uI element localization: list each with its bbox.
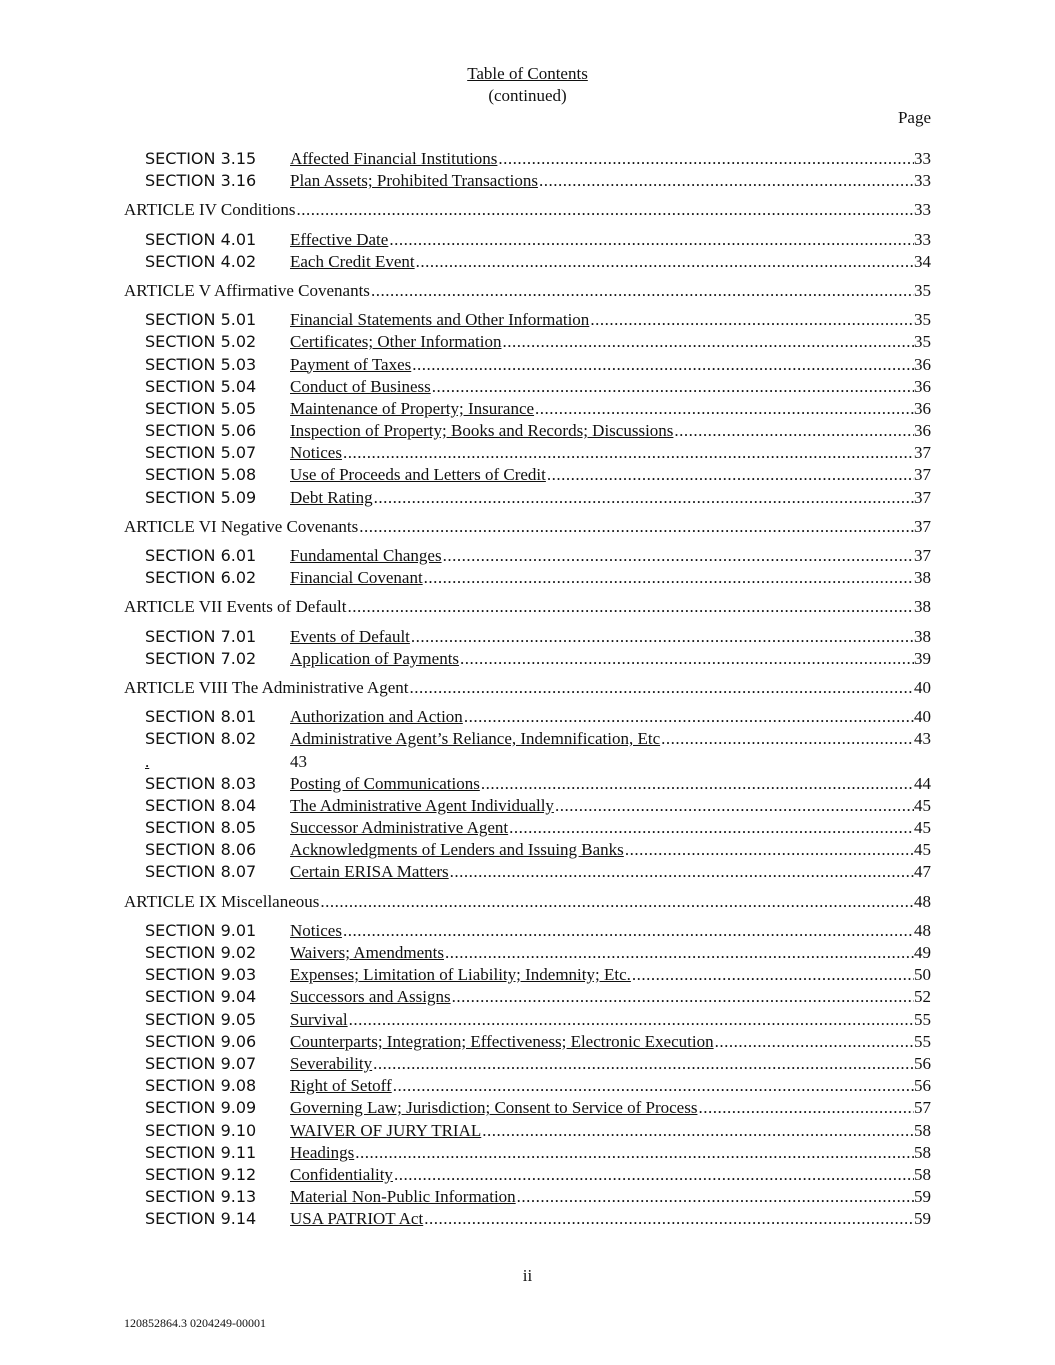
entry-leader-line (290, 309, 931, 331)
page-number-ref: 38 (914, 568, 931, 588)
section-title-link[interactable]: Maintenance of Property; Insurance (290, 398, 535, 418)
dot-leader (546, 464, 914, 486)
dot-leader (501, 331, 914, 353)
dot-leader (423, 1208, 914, 1230)
toc-section-entry (0, 920, 1055, 942)
section-title-link[interactable]: Expenses; Limitation of Liability; Indemnity; Etc. (290, 965, 631, 985)
section-number: SECTION 9.06 (145, 1031, 257, 1051)
toc-section-entry (0, 229, 1055, 251)
entry-leader-line (290, 1009, 931, 1031)
section-number: SECTION 3.16 (145, 171, 257, 191)
section-number: SECTION 9.10 (145, 1120, 257, 1140)
entry-leader-line (290, 545, 931, 567)
section-number: SECTION 9.13 (145, 1187, 257, 1207)
section-number: SECTION 5.04 (145, 376, 257, 396)
entry-leader-line (124, 199, 931, 221)
dot-leader (370, 280, 914, 302)
section-number: SECTION 5.01 (145, 310, 257, 330)
dot-leader (449, 861, 914, 883)
entry-leader-line (290, 331, 931, 353)
section-title-link[interactable]: Effective Date (290, 229, 389, 249)
toc-section-entry (0, 331, 1055, 353)
section-number: SECTION 9.14 (145, 1209, 257, 1229)
entry-leader-line (124, 677, 931, 699)
section-number: SECTION 9.02 (145, 943, 257, 962)
section-title-link[interactable]: WAIVER OF JURY TRIAL (290, 1120, 482, 1140)
page-number-ref: 35 (914, 332, 931, 352)
section-title-link[interactable]: Successors and Assigns (290, 987, 451, 1007)
entry-leader-line (290, 464, 931, 486)
page-number-ref: 39 (914, 648, 931, 668)
entry-leader-line (290, 706, 931, 728)
entry-leader-line (290, 1075, 931, 1097)
entry-leader-line (290, 795, 931, 817)
entry-leader-line (290, 398, 931, 420)
toc-section-entry (0, 1186, 1055, 1208)
section-title-link[interactable]: Survival (290, 1009, 348, 1029)
section-number: SECTION 8.02 (145, 729, 257, 749)
page-column-label: Page (897, 108, 931, 127)
article-title-link[interactable]: ARTICLE IX Miscellaneous (124, 891, 320, 911)
page-number-ref: 57 (914, 1098, 931, 1118)
toc-section-entry (0, 626, 1055, 648)
section-number: SECTION 6.01 (145, 546, 257, 565)
toc-section-entry (0, 170, 1055, 192)
section-title-link[interactable]: Certificates; Other Information (290, 332, 502, 352)
section-number: SECTION 9.01 (145, 920, 257, 940)
entry-leader-line (290, 1120, 931, 1142)
toc-section-entry (0, 1075, 1055, 1097)
entry-leader-line (290, 817, 931, 839)
toc-article-entry (0, 677, 1055, 699)
entry-leader-line (290, 170, 931, 192)
dot-leader (393, 1164, 914, 1186)
page-number-ref: 45 (914, 795, 931, 815)
dot-leader (554, 795, 914, 817)
page-number-ref: 40 (914, 707, 931, 727)
dot-leader (348, 1009, 914, 1031)
page-number: ii (522, 1266, 533, 1285)
page-number-ref: 40 (914, 677, 931, 697)
dot-leader (459, 648, 914, 670)
dot-leader (372, 1053, 914, 1075)
toc-section-entry (0, 1142, 1055, 1164)
page-number-ref: 37 (914, 465, 931, 485)
dot-leader (631, 964, 914, 986)
section-number: SECTION 4.01 (145, 229, 257, 249)
entry-leader-line (290, 1164, 931, 1186)
page-number-ref: 33 (914, 229, 931, 249)
section-number: SECTION 9.07 (145, 1053, 257, 1073)
section-number: SECTION 6.02 (145, 568, 257, 588)
page-number-ref: 33 (914, 171, 931, 191)
article-title-link[interactable]: ARTICLE VIII The Administrative Agent (124, 677, 409, 697)
section-title-link[interactable]: Right of Setoff (290, 1076, 392, 1096)
section-title-link[interactable]: Affected Financial Institutions (290, 149, 498, 168)
section-number: SECTION 8.05 (145, 818, 257, 838)
page-number-ref: 44 (914, 773, 931, 793)
entry-leader-line (290, 728, 931, 750)
section-title-link[interactable]: Each Credit Event (290, 251, 415, 271)
toc-section-entry (0, 728, 1055, 750)
toc-continuation-line (0, 751, 1055, 773)
section-title-link[interactable]: Use of Proceeds and Letters of Credit (290, 465, 546, 485)
toc-section-entry (0, 309, 1055, 331)
dot-leader (697, 1097, 914, 1119)
section-title-link[interactable]: Successor Administrative Agent (290, 818, 509, 838)
entry-leader-line (290, 1208, 931, 1230)
dot-leader (534, 398, 914, 420)
entry-leader-line (290, 376, 931, 398)
page-number-ref: 50 (914, 965, 931, 985)
section-title-link[interactable]: Waivers; Amendments (290, 943, 444, 962)
page-number-ref: 37 (914, 487, 931, 507)
toc-subheading: (continued) (488, 86, 567, 105)
dot-leader (463, 706, 914, 728)
section-number: SECTION 9.11 (145, 1142, 257, 1162)
toc-section-entry (0, 839, 1055, 861)
page-number-ref: 56 (914, 1076, 931, 1096)
entry-leader-line (290, 229, 931, 251)
section-number: SECTION 5.08 (145, 465, 257, 485)
article-title-link[interactable]: ARTICLE VII Events of Default (124, 597, 347, 617)
section-title-link[interactable]: Financial Statements and Other Information (290, 310, 590, 330)
toc-section-entry (0, 545, 1055, 567)
continuation-mark: . (145, 751, 150, 771)
toc-section-entry (0, 354, 1055, 376)
section-title-link[interactable]: Certain ERISA Matters (290, 862, 449, 882)
dot-leader (624, 839, 914, 861)
page-number-ref: 52 (914, 987, 931, 1007)
page-number-ref: 45 (914, 840, 931, 860)
section-number: SECTION 9.08 (145, 1076, 257, 1096)
table-of-contents (0, 148, 1055, 1230)
dot-leader (392, 1075, 914, 1097)
section-title-link[interactable]: Administrative Agent’s Reliance, Indemnification, Etc (290, 729, 661, 749)
page-number-ref: 38 (914, 597, 931, 617)
dot-leader (342, 442, 914, 464)
toc-section-entry (0, 986, 1055, 1008)
toc-article-entry (0, 280, 1055, 302)
section-title-link[interactable]: Confidentiality (290, 1164, 393, 1184)
toc-section-entry (0, 773, 1055, 795)
dot-leader (354, 1142, 914, 1164)
section-title-link[interactable]: USA PATRIOT Act (290, 1209, 424, 1229)
page-number-ref: 58 (914, 1164, 931, 1184)
entry-leader-line (290, 420, 931, 442)
dot-leader (388, 229, 914, 251)
article-title-link[interactable]: ARTICLE IV Conditions (124, 200, 296, 220)
entry-leader-line (290, 942, 931, 964)
toc-article-entry (0, 199, 1055, 221)
dot-leader (373, 487, 914, 509)
page-number-ref: 33 (914, 200, 931, 220)
entry-leader-line (290, 1186, 931, 1208)
toc-section-entry (0, 706, 1055, 728)
toc-section-entry (0, 861, 1055, 883)
entry-leader-line (290, 648, 931, 670)
page-number-ref: 43 (914, 729, 931, 749)
section-number: SECTION 9.05 (145, 1009, 257, 1029)
toc-section-entry (0, 251, 1055, 273)
dot-leader (589, 309, 914, 331)
document-id: 120852864.3 0204249-00001 (124, 1316, 266, 1330)
section-title-link[interactable]: Severability (290, 1053, 373, 1073)
section-title-link[interactable]: The Administrative Agent Individually (290, 795, 554, 815)
entry-leader-line (124, 891, 931, 913)
toc-section-entry (0, 487, 1055, 509)
page-number-ref: 56 (914, 1053, 931, 1073)
entry-leader-line (290, 626, 931, 648)
entry-leader-line (290, 1097, 931, 1119)
dot-leader (346, 596, 914, 618)
toc-section-entry (0, 464, 1055, 486)
section-number: SECTION 4.02 (145, 251, 257, 271)
toc-section-entry (0, 795, 1055, 817)
page-number-ref: 48 (914, 920, 931, 940)
entry-leader-line (290, 773, 931, 795)
page-number-ref: 49 (914, 943, 931, 962)
page-number-ref: 59 (914, 1209, 931, 1229)
page-number-ref: 45 (914, 818, 931, 838)
toc-section-entry (0, 420, 1055, 442)
dot-leader (296, 199, 914, 221)
dot-leader (408, 677, 914, 699)
section-title-link[interactable]: Acknowledgments of Lenders and Issuing Banks (290, 840, 624, 860)
section-title-link[interactable]: Debt Rating (290, 487, 373, 507)
toc-section-entry (0, 1097, 1055, 1119)
toc-section-entry (0, 1120, 1055, 1142)
page-number-ref: 36 (914, 421, 931, 441)
dot-leader (660, 728, 914, 750)
dot-leader (410, 626, 914, 648)
dot-leader (673, 420, 914, 442)
entry-leader-line (290, 442, 931, 464)
section-number: SECTION 3.15 (145, 149, 257, 168)
dot-leader (411, 354, 914, 376)
section-title-link[interactable]: Notices (290, 920, 342, 940)
section-number: SECTION 7.02 (145, 648, 257, 668)
entry-leader-line (290, 251, 931, 273)
page-number-ref: 48 (914, 891, 931, 911)
entry-leader-line (290, 148, 931, 170)
section-number: SECTION 8.03 (145, 773, 257, 793)
article-title-link[interactable]: ARTICLE VI Negative Covenants (124, 516, 359, 536)
section-title-link[interactable]: Payment of Taxes (290, 354, 412, 374)
section-title-link[interactable]: Headings (290, 1142, 355, 1162)
section-number: SECTION 5.05 (145, 398, 257, 418)
dot-leader (444, 942, 914, 964)
page-number-ref: 34 (914, 251, 931, 271)
page-number-ref: 35 (914, 280, 931, 300)
section-number: SECTION 9.03 (145, 965, 257, 985)
dot-leader (480, 773, 914, 795)
toc-section-entry (0, 942, 1055, 964)
dot-leader (481, 1120, 914, 1142)
section-number: SECTION 5.06 (145, 421, 257, 441)
page-number-ref: 36 (914, 354, 931, 374)
dot-leader (451, 986, 914, 1008)
section-number: SECTION 5.02 (145, 332, 257, 352)
continuation-page: 43 (290, 751, 307, 771)
section-title-link[interactable]: Application of Payments (290, 648, 460, 668)
page-number-ref: 37 (914, 516, 931, 536)
toc-section-entry (0, 1009, 1055, 1031)
dot-leader (342, 920, 914, 942)
toc-section-entry (0, 442, 1055, 464)
section-number: SECTION 7.01 (145, 626, 257, 646)
section-number: SECTION 5.07 (145, 443, 257, 463)
toc-section-entry (0, 1208, 1055, 1230)
section-number: SECTION 8.04 (145, 795, 257, 815)
page-number-ref: 33 (914, 149, 931, 168)
entry-leader-line (124, 596, 931, 618)
toc-section-entry (0, 567, 1055, 589)
page-number-ref: 47 (914, 862, 931, 882)
section-number: SECTION 8.01 (145, 707, 257, 727)
toc-section-entry (0, 398, 1055, 420)
dot-leader (516, 1186, 914, 1208)
toc-section-entry (0, 376, 1055, 398)
page-number-ref: 59 (914, 1187, 931, 1207)
entry-leader-line (124, 280, 931, 302)
entry-leader-line (290, 964, 931, 986)
toc-section-entry (0, 1031, 1055, 1053)
section-number: SECTION 5.03 (145, 354, 257, 374)
entry-leader-line (290, 861, 931, 883)
dot-leader (423, 567, 914, 589)
toc-section-entry (0, 1164, 1055, 1186)
section-number: SECTION 5.09 (145, 487, 257, 507)
entry-leader-line (290, 567, 931, 589)
dot-leader (431, 376, 914, 398)
section-title-link[interactable]: Inspection of Property; Books and Records; Discussions (290, 421, 674, 441)
dot-leader (358, 516, 914, 538)
dot-leader (415, 251, 914, 273)
page-number-ref: 36 (914, 376, 931, 396)
page-number-ref: 38 (914, 626, 931, 646)
dot-leader (497, 148, 914, 170)
page-number-ref: 55 (914, 1031, 931, 1051)
toc-section-entry (0, 648, 1055, 670)
dot-leader (442, 545, 914, 567)
section-number: SECTION 9.04 (145, 987, 257, 1007)
section-number: SECTION 8.07 (145, 862, 257, 882)
toc-section-entry (0, 817, 1055, 839)
section-title-link[interactable]: Events of Default (290, 626, 410, 646)
page-number-ref: 55 (914, 1009, 931, 1029)
dot-leader (714, 1031, 914, 1053)
page-number-ref: 58 (914, 1120, 931, 1140)
page-number-ref: 37 (914, 443, 931, 463)
section-title-link[interactable]: Plan Assets; Prohibited Transactions (290, 171, 538, 191)
section-number: SECTION 8.06 (145, 840, 257, 860)
entry-leader-line (290, 986, 931, 1008)
toc-article-entry (0, 516, 1055, 538)
entry-leader-line (290, 839, 931, 861)
toc-section-entry (0, 148, 1055, 170)
toc-section-entry (0, 964, 1055, 986)
section-title-link[interactable]: Authorization and Action (290, 707, 463, 727)
page-number-ref: 36 (914, 398, 931, 418)
page-number-ref: 35 (914, 310, 931, 330)
entry-leader-line (124, 516, 931, 538)
section-title-link[interactable]: Conduct of Business (290, 376, 431, 396)
entry-leader-line (290, 1053, 931, 1075)
section-title-link[interactable]: Notices (290, 443, 342, 463)
section-number: SECTION 9.09 (145, 1098, 257, 1118)
section-number: SECTION 9.12 (145, 1164, 257, 1184)
section-title-link[interactable]: Governing Law; Jurisdiction; Consent to Service of Process (290, 1098, 698, 1118)
toc-article-entry (0, 891, 1055, 913)
article-title-link[interactable]: ARTICLE V Affirmative Covenants (124, 280, 370, 300)
section-title-link[interactable]: Material Non-Public Information (290, 1187, 516, 1207)
dot-leader (319, 891, 914, 913)
section-title-link[interactable]: Financial Covenant (290, 568, 423, 588)
toc-heading: Table of Contents (467, 64, 588, 83)
entry-leader-line (290, 354, 931, 376)
entry-leader-line (290, 1031, 931, 1053)
dot-leader (508, 817, 914, 839)
dot-leader (538, 170, 914, 192)
page-number-ref: 58 (914, 1142, 931, 1162)
entry-leader-line (290, 487, 931, 509)
entry-leader-line (290, 1142, 931, 1164)
toc-article-entry (0, 596, 1055, 618)
section-title-link[interactable]: Fundamental Changes (290, 546, 442, 565)
entry-leader-line (290, 920, 931, 942)
section-title-link[interactable]: Counterparts; Integration; Effectiveness; Electronic Execution (290, 1031, 714, 1051)
toc-section-entry (0, 1053, 1055, 1075)
section-title-link[interactable]: Posting of Communications (290, 773, 480, 793)
page-number-ref: 37 (914, 546, 931, 565)
